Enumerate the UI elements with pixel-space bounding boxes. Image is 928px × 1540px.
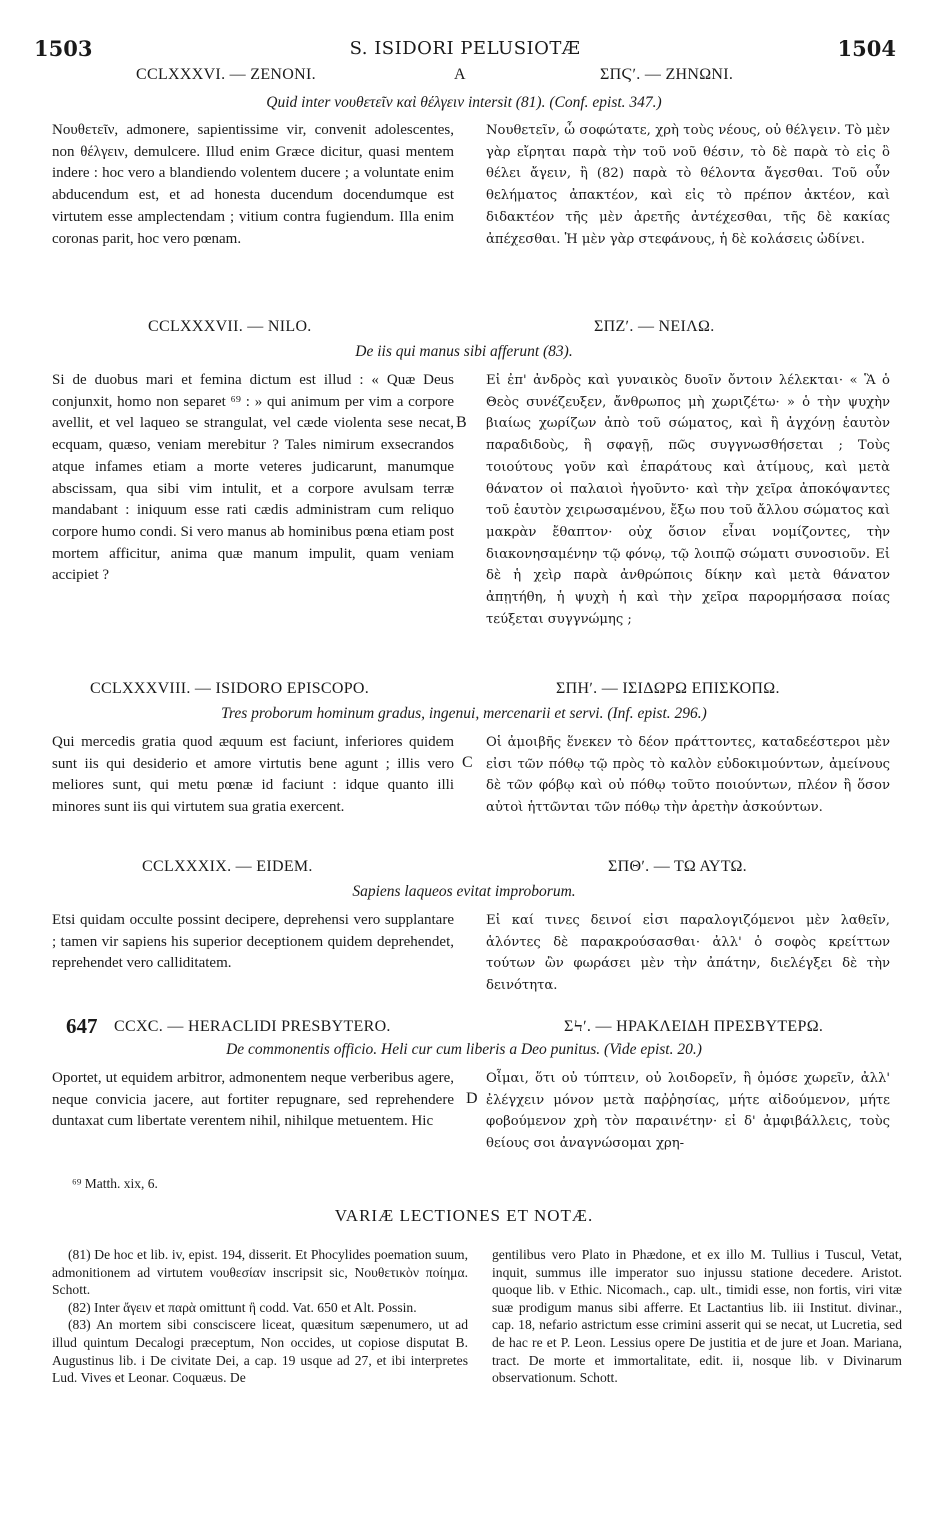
greek-column bbox=[486, 732, 890, 819]
running-header bbox=[34, 36, 896, 64]
greek-text: Εἰ καί τινες δεινοί εἰσι παραλογιζόμενοι μὲν λαθεῖν, ἁλόντες δὲ παρακρούσασθαι· ἀλλ' ὁ σοφὸς κρείττων τούτων ὢν φωράσει μὲν τὴν ἀπάτην, διελέγξει δὲ τὴν δεινότητα. bbox=[486, 913, 890, 994]
letter-heading-greek: ΣΠΗʹ. — ΙΣΙΔΩΡΩ ΕΠΙΣΚΟΠΩ. bbox=[556, 680, 780, 697]
latin-text: Etsi quidam occulte possint decipere, deprehensi vero supplantare ; tamen vir sapiens his superior deceptionem quidem deprehendet, reprehendet vero calliditatem. bbox=[52, 912, 454, 972]
letter-subtitle: Quid inter νουθετεῖν καὶ θέλγειν intersit (81). (Conf. epist. 347.) bbox=[266, 94, 662, 111]
latin-text: Si de duobus mari et femina dictum est illud : « Quæ Deus conjunxit, homo non separet ⁶⁹ : » qui animum per vim a corpore avellit, et vel laqueo se strangulat, vel cæde violenta sese necat, ecquam, quæso, veniam merebitur ? Tales nimirum exsecrandos atque infames etiam a morte veteres judicarunt, manumque abscissam, qua sibi vim intulit, et a corpore avulsam terræ mandabant : iniquum esse rati cædis administram cum reliquo corpore humo condi. Si vero manus ab hominibus pœna etiam post mortem afficitur, anima quæ manum impulit, quam veniam accipiet ? bbox=[52, 372, 454, 584]
letter-subtitle: De iis qui manus sibi afferunt (83). bbox=[355, 343, 573, 360]
latin-text: Qui mercedis gratia quod æquum est faciunt, inferiores quidem sunt iis qui desiderio et amore virtutis bene agunt ; illis vero meliores sunt, qui metu pœnæ id faciunt : idque quanto illi minores sunt iis qui virtutem sua gratia exercent. bbox=[52, 734, 454, 816]
note-81: (81) De hoc et lib. iv, epist. 194, disserit. Et Phocylides poemation suum, admonitionem ad virtutem νουθεσίαν inscripsit sic, Νουθετικὸν ποίημα. Schott. bbox=[52, 1247, 468, 1298]
greek-column bbox=[486, 1068, 890, 1155]
page-title: S. ISIDORI PELUSIOTÆ bbox=[349, 38, 581, 59]
latin-text: Νουθετεῖν, admonere, sapientissime vir, convenit adolescentes, non θέλγειν, demulcere. Illud enim Græce dicitur, quasi mentem indere : hoc vero a blandiendo volentem ducere ; a voluntate enim abducendum est, et ad honesta ducendum docendumque est virtutem esse amplectendam ; vitium contra fugiendum. Illa enim coronas parit, hoc vero pœnam. bbox=[52, 122, 454, 247]
page-number-right: 1504 bbox=[837, 36, 896, 61]
note-83: (83) An mortem sibi consciscere liceat, quæsitum sæpenumero, ut ad illud quintum Decalogi præceptum, Non occides, ut copiose disputat B. Augustinus lib. i De civitate Dei, a cap. 19 usque ad 27, et ibi interpretes Lud. Vives et Leonar. Coquæus. De bbox=[52, 1317, 468, 1386]
page-number-left: 1503 bbox=[34, 36, 93, 61]
margin-letter-b: B bbox=[456, 414, 467, 431]
note-82: (82) Inter ἄγειν et παρὰ omittunt ἢ codd. Vat. 650 et Alt. Possin. bbox=[68, 1299, 417, 1315]
letter-heading-greek: ΣΠΖʹ. — ΝΕΙΛΩ. bbox=[594, 318, 715, 335]
letter-heading-latin: CCXC. — HERACLIDI PRESBYTERO. bbox=[114, 1018, 391, 1035]
margin-letter-c: C bbox=[462, 754, 473, 771]
letter-heading-greek: ΣϞʹ. — ΗΡΑΚΛΕΙΔΗ ΠΡΕΣΒΥΤΕΡΩ. bbox=[564, 1018, 824, 1035]
greek-text: Νουθετεῖν, ὦ σοφώτατε, χρὴ τοὺς νέους, οὐ θέλγειν. Τὸ μὲν γὰρ εἴρηται παρὰ τὴν τοῦ νοῦ θέσιν, τὸ δὲ παρὰ τὸ εἰς ὃ θέλει ἄγειν, ἢ (82) παρὰ τὸ θέλοντα ἄγεσθαι. Τοῦ οὖν θελήματος ἀπακτέον, καὶ εἰς τὸ πρέπον ἀκτέον, καὶ διδακτέον τῆς μὲν ἀρετῆς ἀντέχεσθαι, τῆς δὲ κακίας ἀπέχεσθαι. Ἡ μὲν γὰρ στεφάνους, ἡ δὲ κολάσεις ὠδίνει. bbox=[486, 123, 890, 247]
notes-left-column bbox=[52, 1246, 468, 1387]
latin-column bbox=[52, 120, 454, 250]
greek-column bbox=[486, 120, 890, 250]
greek-text: Οἶμαι, ὅτι οὐ τύπτειν, οὐ λοιδορεῖν, ἢ ὁμόσε χωρεῖν, ἀλλ' ἐλέγχειν μόνον μετὰ παῤῥησίας, μήτε αἰδούμενον, μήτε φοβούμενον χρὴ τὸν παραινέτην· εἰ δ' ἀμφιβάλλεις, τοὺς θείους σοι ἀναγνώσομαι χρη- bbox=[486, 1071, 890, 1152]
note-83-continued: gentilibus vero Plato in Phædone, et ex illo M. Tullius i Tuscul, Vetat, inquit, summus ille imperator suo injussu statione decedere. Aristot. quoque lib. v Ethic. Nicomach., cap. ult., timidi esse, non fortis, viri vitæ suæ prodigum manus sibi afferre. Et Lactantius lib. iii Institut. divinar., cap. 18, nefario astrictum esse crimini asserit qui se necat, ut Lucretia, sed de hac re et P. Leon. Lessius opere De justitia et de jure et Joan. Mariana, tract. De morte et immortalitate, edit. ii, nosque lib. v Divinarum observationum. Schott. bbox=[492, 1247, 902, 1386]
latin-column bbox=[52, 370, 454, 587]
letter-heading-greek: ΣΠΘʹ. — ΤΩ ΑΥΤΩ. bbox=[608, 858, 747, 875]
notes-right-column bbox=[492, 1246, 902, 1387]
letter-subtitle: Sapiens laqueos evitat improborum. bbox=[352, 883, 576, 900]
greek-text: Εἰ ἐπ' ἀνδρὸς καὶ γυναικὸς δυοῖν ὄντοιν λέλεκται· « Ἃ ὁ Θεὸς συνέζευξεν, ἄνθρωπος μὴ χωριζέτω· » ὁ τὴν ψυχὴν βιαίως χωρίζων ἀπὸ τοῦ σώματος, καὶ ἢ ἀγχόνῃ ἑαυτὸν παραδιδοὺς, ἢ σφαγῇ, πῶς συγγνωσθήσεται ; Τοὺς τοιούτους γοῦν καὶ ἐπαράτους καὶ ἀτίμους, καὶ μετὰ θάνατον οἱ παλαιοὶ ἡγοῦντο· καὶ τὴν χεῖρα ἀποκόψαντες τοῦ ἑαυτὸν χειρωσαμένου, ἔξω που τοῦ ἄλλου σώματος καὶ μακρὰν ἔθαπτον· οὐχ ὅσιον εἶναι νομίζοντες, τὴν διακονησαμένην τῷ φόνῳ, τῷ λοιπῷ σώματι συνοσιοῦν. Εἰ δὲ ἡ χεὶρ παρὰ ἀνθρώποις δίκην καὶ μετὰ θάνατον ἀπῃτήθη, ἡ ψυχὴ ἡ καὶ τὴν χεῖρα παρορμήσασα ποίας τεύξεται συγγνώμης ; bbox=[486, 373, 890, 627]
footnote: ⁶⁹ Matth. xix, 6. bbox=[72, 1176, 158, 1191]
letter-heading-latin: CCLXXXVII. — NILO. bbox=[148, 318, 312, 335]
letter-subtitle: De commonentis officio. Heli cur cum liberis a Deo punitus. (Vide epist. 20.) bbox=[226, 1041, 702, 1058]
latin-text: Oportet, ut equidem arbitror, admonentem neque verberibus agere, neque convicia jacere, aut fortiter repugnare, sed reprehendere duntaxat cum libertate verentem nihil, nihilque metuentem. Hic bbox=[52, 1070, 454, 1130]
margin-letter-d: D bbox=[466, 1090, 478, 1107]
letter-heading-greek: ΣΠϚʹ. — ΖΗΝΩΝΙ. bbox=[600, 66, 734, 83]
latin-column bbox=[52, 910, 454, 975]
column-number: 647 bbox=[66, 1014, 98, 1038]
margin-letter-a: A bbox=[454, 66, 466, 83]
greek-column bbox=[486, 370, 890, 630]
latin-column bbox=[52, 1068, 454, 1133]
notes-title: VARIÆ LECTIONES ET NOTÆ. bbox=[334, 1206, 594, 1225]
greek-text: Οἱ ἀμοιβῆς ἕνεκεν τὸ δέον πράττοντες, καταδεέστεροι μὲν εἰσι τῶν πόθῳ τῷ πρὸς τὸ καλὸν εὐδοκιμούντων, ἀμείνους δὲ τῶν φόβῳ καὶ οὐ πόθῳ τοῦτο ποιούντων, πλέον ἢ ὅσον αὐτοὶ ἡττῶνται τῶν πόθῳ τὴν ἀρετὴν ἀσκούντων. bbox=[486, 735, 890, 816]
letter-subtitle: Tres proborum hominum gradus, ingenui, mercenarii et servi. (Inf. epist. 296.) bbox=[221, 705, 707, 722]
greek-column bbox=[486, 910, 890, 997]
letter-heading-latin: CCLXXXVIII. — ISIDORO EPISCOPO. bbox=[90, 680, 370, 697]
letter-heading-latin: CCLXXXVI. — ZENONI. bbox=[136, 66, 316, 83]
letter-heading-latin: CCLXXXIX. — EIDEM. bbox=[142, 858, 313, 875]
latin-column bbox=[52, 732, 454, 819]
